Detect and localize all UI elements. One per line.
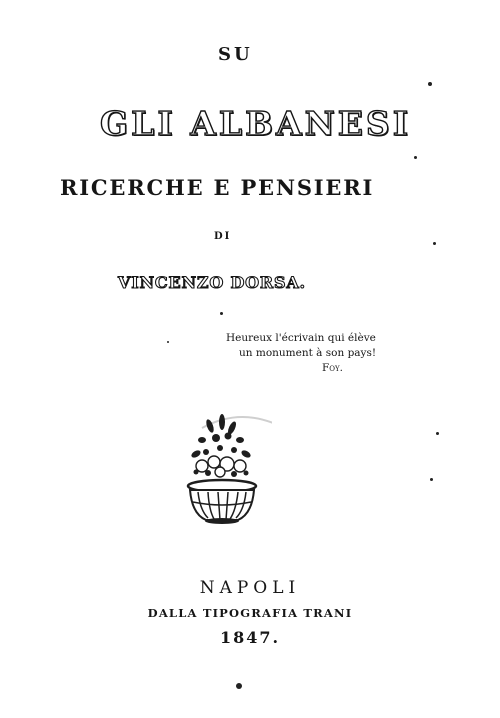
ink-speck bbox=[430, 478, 433, 481]
ink-speck bbox=[436, 432, 439, 435]
epigraph-attribution: Foy. bbox=[322, 362, 343, 374]
subtitle: RICERCHE E PENSIERI bbox=[60, 175, 375, 200]
epigraph-line-2: un monument à son pays! bbox=[239, 347, 377, 359]
epigraph bbox=[226, 331, 396, 376]
ink-speck bbox=[236, 683, 242, 689]
title-line-su: SU bbox=[218, 44, 253, 65]
imprint-printer: DALLA TIPOGRAFIA TRANI bbox=[147, 606, 353, 620]
ink-speck bbox=[433, 242, 436, 245]
epigraph-line-1: Heureux l'écrivain qui élève bbox=[226, 332, 376, 344]
ink-speck bbox=[220, 312, 223, 315]
imprint-city: NAPOLI bbox=[199, 578, 301, 598]
ink-speck bbox=[414, 156, 417, 159]
flower-basket-vignette-icon bbox=[172, 410, 272, 525]
ink-speck bbox=[167, 341, 169, 343]
imprint-year: 1847. bbox=[219, 628, 281, 647]
ink-speck bbox=[428, 82, 432, 86]
main-title: GLI ALBANESI bbox=[100, 104, 412, 143]
by-line: DI bbox=[214, 231, 232, 242]
author-name: VINCENZO DORSA. bbox=[118, 273, 306, 292]
